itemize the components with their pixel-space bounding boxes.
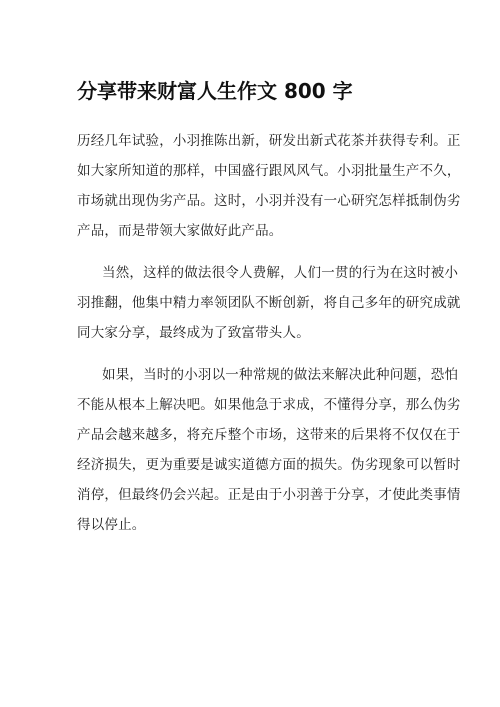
paragraph-line: 不能从根本上解决吧。如果他急于求成，不懂得分享，那么伪劣 [77, 397, 461, 413]
paragraph-line: 产品会越来越多，将充斥整个市场，这带来的后果将不仅仅在于 [77, 427, 461, 443]
paragraph-line: 如大家所知道的那样，中国盛行跟风风气。小羽批量生产不久， [77, 163, 461, 179]
paragraph-1 [77, 126, 461, 246]
paragraph-line: 同大家分享，最终成为了致富带头人。 [77, 325, 310, 341]
paragraph-line: 羽推翻，他集中精力率领团队不断创新，将自己多年的研究成就 [77, 295, 461, 311]
paragraph-line: 当然，这样的做法很令人费解，人们一贯的行为在这时被小 [102, 265, 459, 281]
paragraph-line: 经济损失，更为重要是诚实道德方面的损失。伪劣现象可以暂时 [77, 457, 461, 473]
paragraph-3 [77, 360, 461, 570]
paragraph-line: 产品，而是带领大家做好此产品。 [77, 223, 283, 239]
paragraph-line: 得以停止。 [77, 517, 146, 533]
paragraph-line [77, 540, 437, 570]
essay-body [77, 126, 461, 582]
paragraph-line: 市场就出现伪劣产品。这时，小羽并没有一心研究怎样抵制伪劣 [77, 193, 461, 209]
paragraph-line: 如果，当时的小羽以一种常规的做法来解决此种问题，恐怕 [102, 367, 459, 383]
page-title: 分享带来财富人生作文 800 字 [77, 79, 353, 103]
paragraph-2 [77, 258, 461, 348]
paragraph-line: 消停，但最终仍会兴起。正是由于小羽善于分享，才使此类事情 [77, 487, 461, 503]
paragraph-line: 历经几年试验，小羽推陈出新，研发出新式花茶并获得专利。正 [77, 133, 461, 149]
